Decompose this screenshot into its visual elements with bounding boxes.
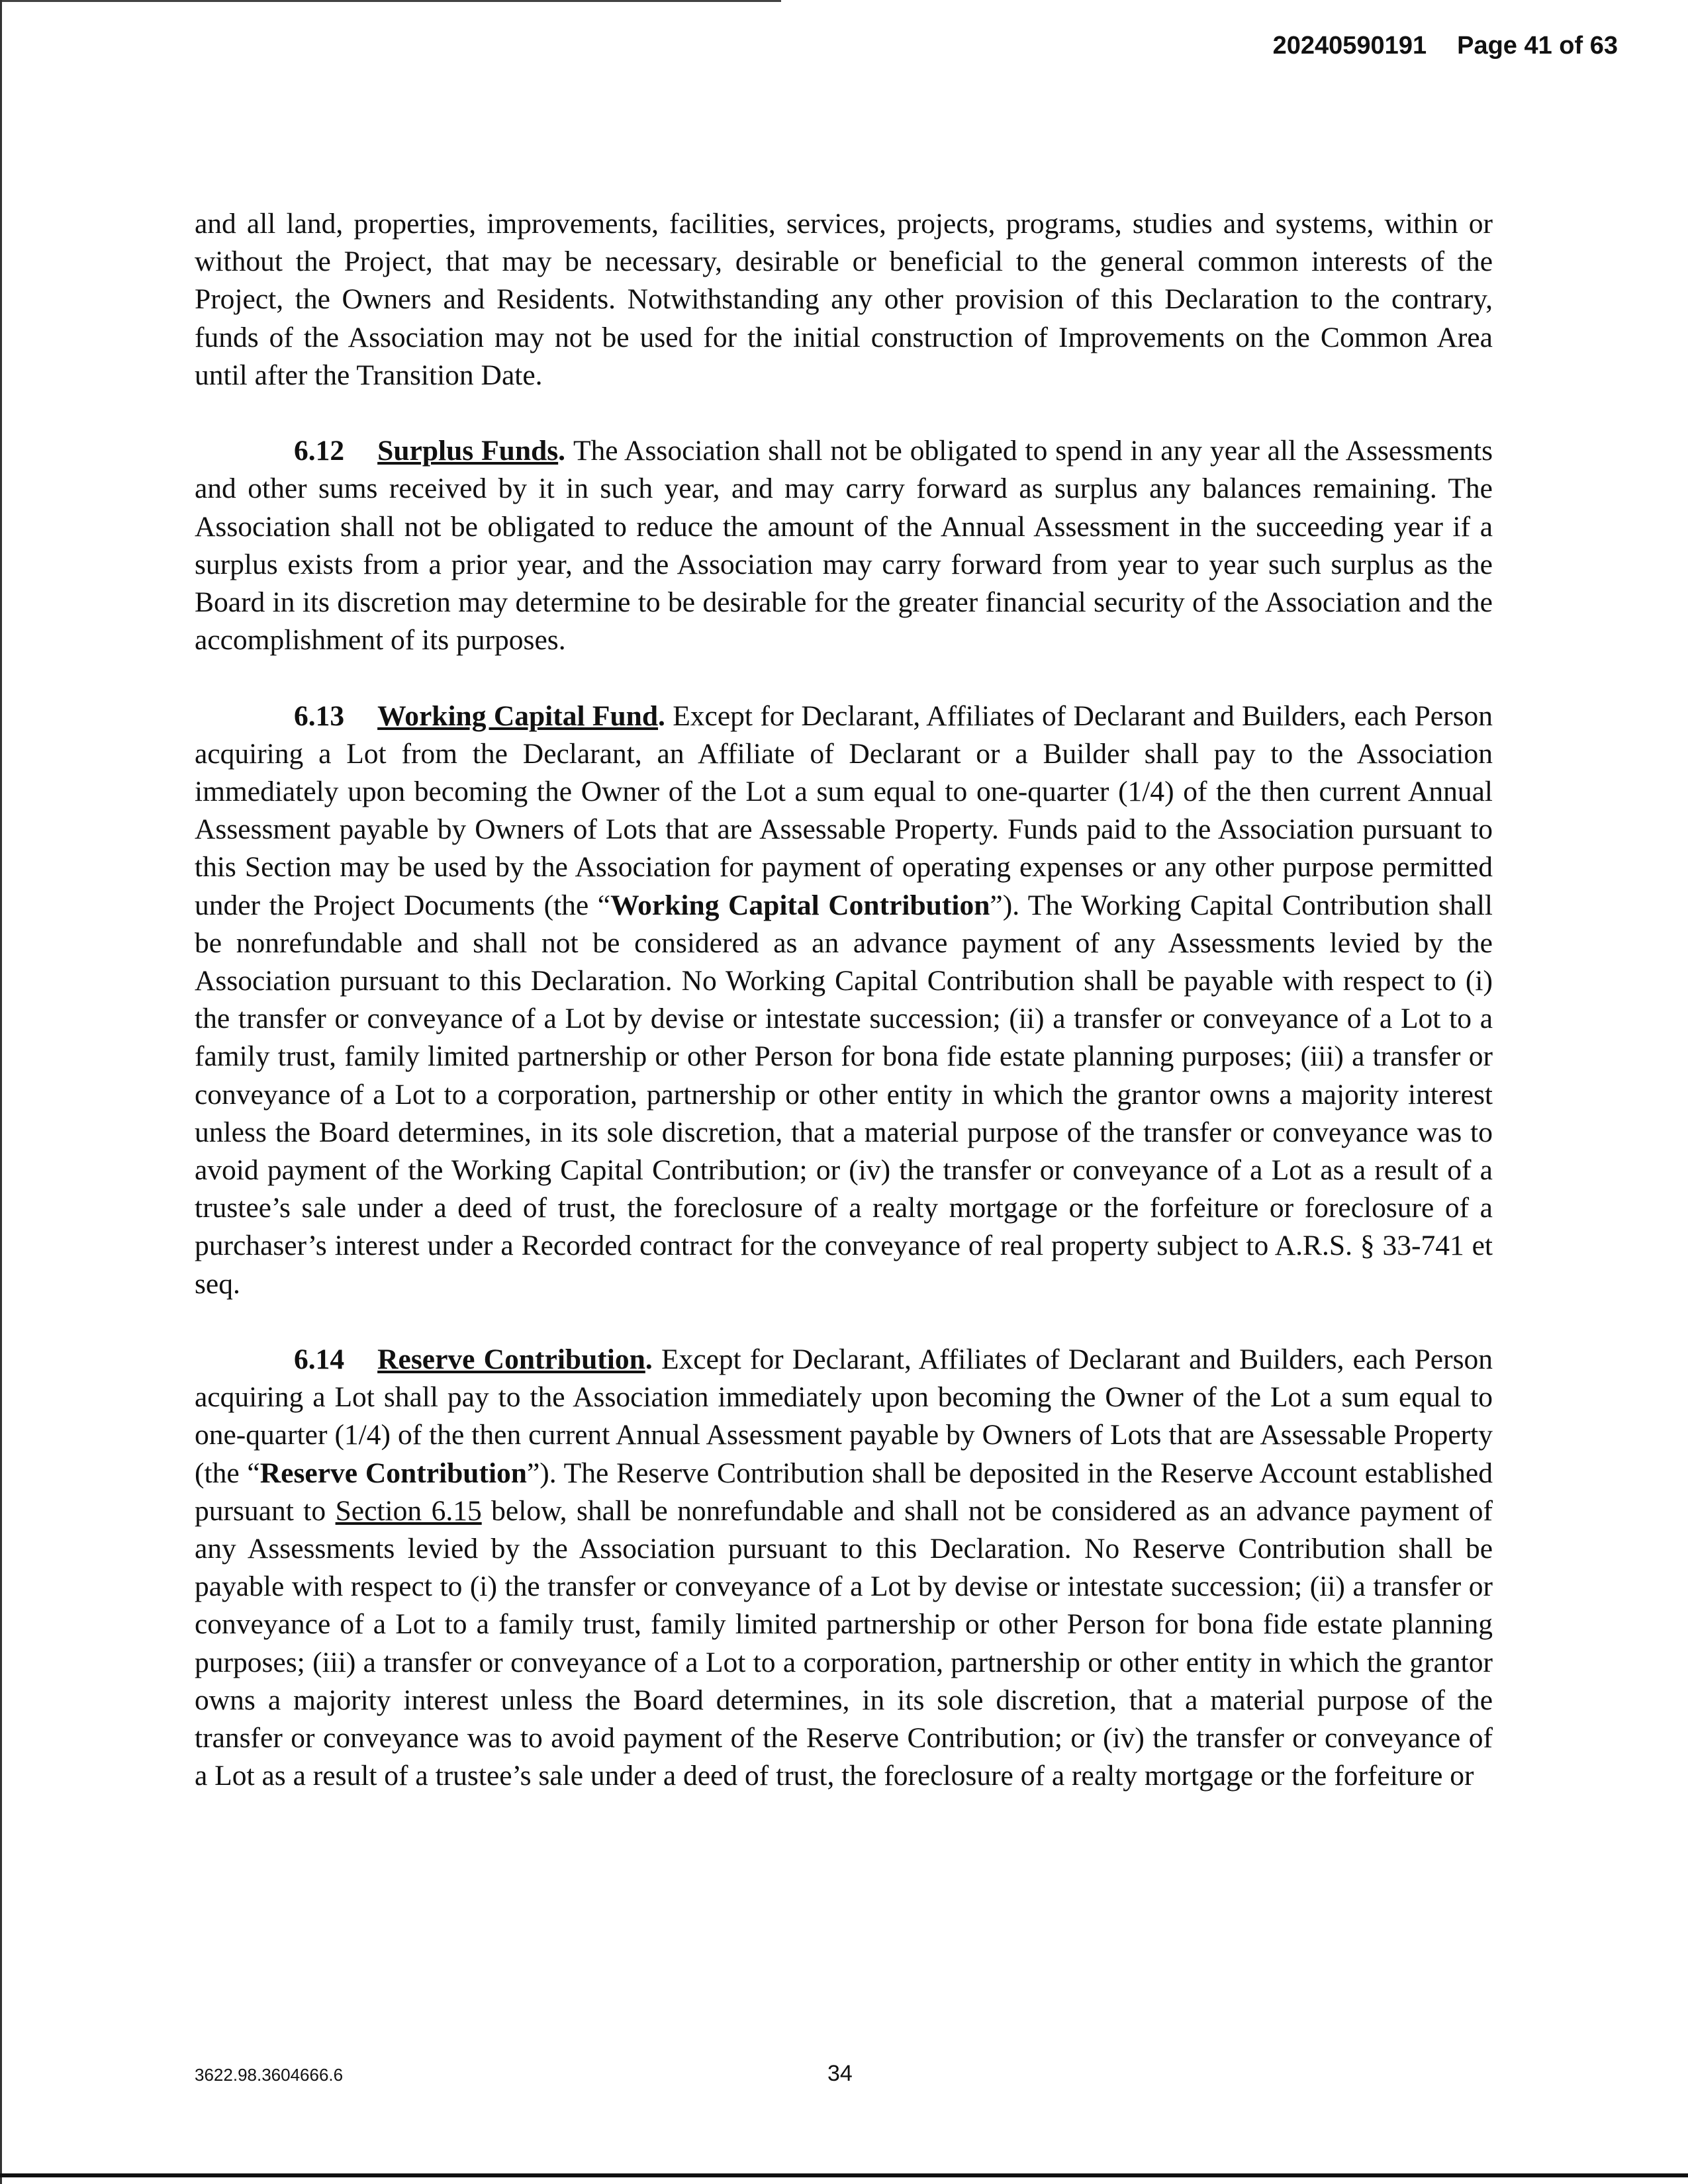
scan-edge-top (0, 0, 781, 2)
continued-paragraph: and all land, properties, improvements, facilities, services, projects, programs, studies and systems, within or without the Project, that may be necessary, desirable or beneficial to the general common interests of the Project, the Owners and Residents. Notwithstanding any other provision of this Declaration to the contrary, funds of the Association may not be used for the initial construction of Improvements on the Common Area until after the Transition Date. (195, 208, 1493, 391)
section-text: Except for Declarant, Affiliates of Declarant and Builders, each Person acquiring a Lot from the Declarant, an Affiliate of Declarant or a Builder shall pay to the Association immediately upon becoming the Owner of the Lot a sum equal to one-quarter (1/4) of the then current Annual Assessment payable by Owners of Lots that are Assessable Property. Funds paid to the Association pursuant to this Section may be used by the Association for payment of operating expenses or any other purpose permitted under the Project Documents (the “ (195, 700, 1493, 921)
footer-page-number: 34 (827, 2061, 853, 2086)
page-header (1273, 32, 1618, 60)
section-number: 6.14 (294, 1343, 345, 1376)
document-body (195, 205, 1493, 1833)
section-text: The Association shall not be obligated to spend in any year all the Assessments and other sums received by it in such year, and may carry forward as surplus any balances remaining. The Association shall not be obligated to reduce the amount of the Annual Assessment in the succeeding year if a surplus exists from a prior year, and the Association may carry forward from year to year such surplus as the Board in its discretion may determine to be desirable for the greater financial security of the Association and the accomplishment of its purposes. (195, 435, 1493, 657)
section-text-end: below, shall be nonrefundable and shall not be considered as an advance payment of any Assessments levied by the Association pursuant to this Declaration. No Reserve Contribution shall be payable with respect to (i) the transfer or conveyance of a Lot by devise or intestate succession; (ii) a transfer or conveyance of a Lot to a family trust, family limited partnership or other Person for bona fide estate planning purposes; (iii) a transfer or conveyance of a Lot to a corporation, partnership or other entity in which the grantor owns a majority interest unless the Board determines, in its sole discretion, that a material purpose of the transfer or conveyance was to avoid payment of the Reserve Contribution; or (iv) the transfer or conveyance of a Lot as a result of a trustee’s sale under a deed of trust, the foreclosure of a realty mortgage or the forfeiture or (195, 1494, 1493, 1792)
defined-term: Reserve Contribution (259, 1457, 527, 1489)
scan-edge-left (0, 0, 2, 2184)
section-title: Reserve Contribution (377, 1343, 645, 1376)
section-reference: Section 6.15 (335, 1494, 482, 1527)
section-title: Surplus Funds (377, 435, 559, 467)
section-text-cont: ”). The Reserve Contribution shall be deposited in the Reserve Account established pursuant to (195, 1457, 1493, 1527)
footer-document-id: 3622.98.3604666.6 (195, 2065, 344, 2085)
scan-edge-bottom (0, 2173, 1688, 2177)
section-text-cont: ”). The Working Capital Contribution shall be nonrefundable and shall not be considered as an advance payment of any Assessments levied by the Association pursuant to this Declaration. No Working Capital Contribution shall be payable with respect to (i) the transfer or conveyance of a Lot by devise or intestate succession; (ii) a transfer or conveyance of a Lot to a family trust, family limited partnership or other Person for bona fide estate planning purposes; (iii) a transfer or conveyance of a Lot to a corporation, partnership or other entity in which the grantor owns a majority interest unless the Board determines, in its sole discretion, that a material purpose of the transfer or conveyance was to avoid payment of the Working Capital Contribution; or (iv) the transfer or conveyance of a Lot as a result of a trustee’s sale under a deed of trust, the foreclosure of a realty mortgage or the forfeiture or foreclosure of a purchaser’s interest under a Recorded contract for the conveyance of real property subject to A.R.S. § 33-741 et seq. (195, 889, 1493, 1300)
recording-number: 20240590191 (1272, 32, 1427, 60)
section-number: 6.13 (294, 700, 345, 732)
section-6-14: 6.14 Reserve Contribution. Except for Declarant, Affiliates of Declarant and Builders, each Person acquiring a Lot shall pay to the Association immediately upon becoming the Owner of the Lot a sum equal to one-quarter (1/4) of the then current Annual Assessment payable by Owners of Lots that are Assessable Property (the “Reserve Contribution”). The Reserve Contribution shall be deposited in the Reserve Account established pursuant to Section 6.15 below, shall be nonrefundable and shall not be considered as an advance payment of any Assessments levied by the Association pursuant to this Declaration. No Reserve Contribution shall be payable with respect to (i) the transfer or conveyance of a Lot by devise or intestate succession; (ii) a transfer or conveyance of a Lot to a family trust, family limited partnership or other Person for bona fide estate planning purposes; (iii) a transfer or conveyance of a Lot to a corporation, partnership or other entity in which the grantor owns a majority interest unless the Board determines, in its sole discretion, that a material purpose of the transfer or conveyance was to avoid payment of the Reserve Contribution; or (iv) the transfer or conveyance of a Lot as a result of a trustee’s sale under a deed of trust, the foreclosure of a realty mortgage or the forfeiture or (195, 1343, 1493, 1792)
section-6-12: 6.12 Surplus Funds. The Association shall not be obligated to spend in any year all the Assessments and other sums received by it in such year, and may carry forward as surplus any balances remaining. The Association shall not be obligated to reduce the amount of the Annual Assessment in the succeeding year if a surplus exists from a prior year, and the Association may carry forward from year to year such surplus as the Board in its discretion may determine to be desirable for the greater financial security of the Association and the accomplishment of its purposes. (195, 435, 1493, 657)
section-6-13: 6.13 Working Capital Fund. Except for Declarant, Affiliates of Declarant and Builders, each Person acquiring a Lot from the Declarant, an Affiliate of Declarant or a Builder shall pay to the Association immediately upon becoming the Owner of the Lot a sum equal to one-quarter (1/4) of the then current Annual Assessment payable by Owners of Lots that are Assessable Property. Funds paid to the Association pursuant to this Section may be used by the Association for payment of operating expenses or any other purpose permitted under the Project Documents (the “Working Capital Contribution”). The Working Capital Contribution shall be nonrefundable and shall not be considered as an advance payment of any Assessments levied by the Association pursuant to this Declaration. No Working Capital Contribution shall be payable with respect to (i) the transfer or conveyance of a Lot by devise or intestate succession; (ii) a transfer or conveyance of a Lot to a family trust, family limited partnership or other Person for bona fide estate planning purposes; (iii) a transfer or conveyance of a Lot to a corporation, partnership or other entity in which the grantor owns a majority interest unless the Board determines, in its sole discretion, that a material purpose of the transfer or conveyance was to avoid payment of the Working Capital Contribution; or (iv) the transfer or conveyance of a Lot as a result of a trustee’s sale under a deed of trust, the foreclosure of a realty mortgage or the forfeiture or foreclosure of a purchaser’s interest under a Recorded contract for the conveyance of real property subject to A.R.S. § 33-741 et seq. (195, 700, 1493, 1300)
section-number: 6.12 (294, 435, 345, 467)
page-indicator: Page 41 of 63 (1457, 32, 1618, 60)
section-text: Except for Declarant, Affiliates of Declarant and Builders, each Person acquiring a Lot shall pay to the Association immediately upon becoming the Owner of the Lot a sum equal to one-quarter (1/4) of the then current Annual Assessment payable by Owners of Lots that are Assessable Property (the “ (195, 1343, 1493, 1489)
section-title: Working Capital Fund (377, 700, 659, 732)
defined-term: Working Capital Contribution (610, 889, 990, 921)
